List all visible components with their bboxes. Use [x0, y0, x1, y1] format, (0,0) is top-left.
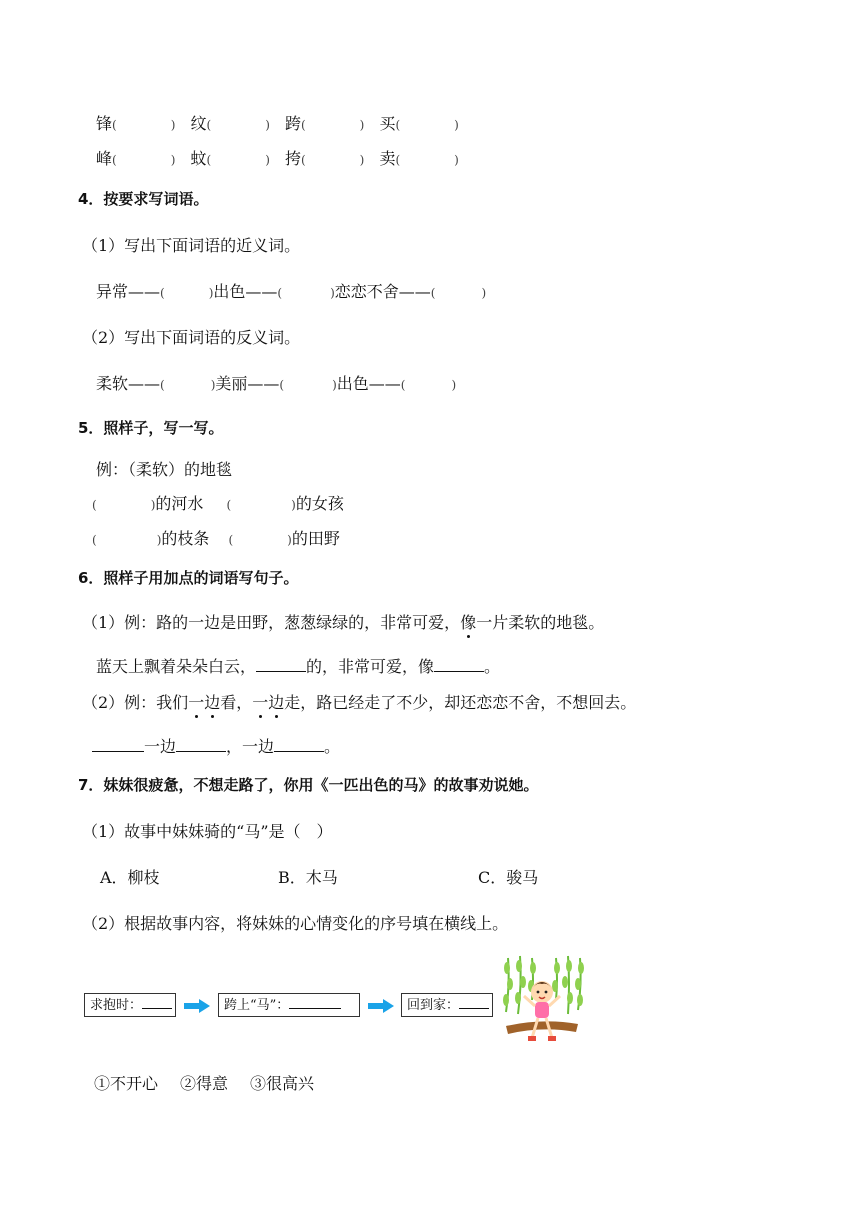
- answer-blank[interactable]: [289, 997, 341, 1009]
- word: 恋恋不舍——: [334, 282, 431, 301]
- open-paren: (: [92, 498, 97, 512]
- open-paren: (: [160, 378, 165, 392]
- answer-blank[interactable]: [459, 997, 489, 1009]
- q5-item: 的女孩: [295, 494, 344, 513]
- word: 出色——: [213, 282, 278, 301]
- close-paren: ): [265, 153, 270, 167]
- q4-antonym-row: [96, 371, 456, 394]
- dotted-char: 边: [268, 693, 285, 712]
- close-paren: ): [330, 286, 335, 300]
- answer-blank[interactable]: [92, 737, 144, 752]
- dotted-char: 一: [188, 693, 205, 712]
- text: 。: [324, 737, 341, 756]
- flow-label: 回到家：: [407, 998, 460, 1013]
- arrow-right-icon: [184, 999, 210, 1013]
- open-paren: (: [206, 118, 212, 132]
- q3-char: 峰: [96, 149, 113, 168]
- close-paren: ): [451, 378, 457, 392]
- dotted-char: 一: [252, 693, 269, 712]
- choice: ①不开心: [94, 1074, 159, 1093]
- text: 一边: [144, 737, 177, 756]
- text: （1）例：路的一边是田野，葱葱绿绿的，非常可爱，: [82, 613, 461, 632]
- q4-sub1: （1）写出下面词语的近义词。: [82, 236, 301, 255]
- open-paren: (: [430, 286, 436, 300]
- q6-example-2: [82, 690, 636, 713]
- q3-row-1: [96, 111, 459, 134]
- q4-synonym-row: [96, 279, 486, 302]
- q5-example: 例：（柔软）的地毯: [96, 460, 233, 479]
- open-paren: (: [226, 498, 232, 512]
- q7-option-a[interactable]: A．柳枝: [100, 868, 160, 887]
- q7-choices: [94, 1071, 314, 1094]
- answer-blank[interactable]: [176, 737, 226, 752]
- answer-blank[interactable]: [434, 657, 484, 672]
- word: 柔软——: [96, 374, 161, 393]
- q7-option-b[interactable]: B．木马: [278, 868, 338, 887]
- close-paren: ): [454, 153, 459, 167]
- q6-fill-1: [96, 654, 500, 677]
- flow-box-1: [84, 993, 176, 1017]
- q5-item: 的田野: [291, 529, 340, 548]
- dotted-char: 像: [460, 613, 477, 632]
- answer-blank[interactable]: [274, 737, 324, 752]
- q3-char: 纹: [190, 114, 207, 133]
- answer-blank[interactable]: [142, 997, 172, 1009]
- open-paren: (: [300, 118, 306, 132]
- word: 异常——: [96, 282, 161, 301]
- q7-title: 7．妹妹很疲惫，不想走路了，你用《一匹出色的马》的故事劝说她。: [78, 776, 539, 794]
- q4-title: 4．按要求写词语。: [78, 190, 209, 208]
- close-paren: ): [359, 118, 365, 132]
- q5-item: 的枝条: [161, 529, 210, 548]
- close-paren: ): [454, 118, 459, 132]
- q7-option-c[interactable]: C．骏马: [478, 868, 539, 887]
- flow-label: 求抱时：: [90, 998, 143, 1013]
- close-paren: ): [265, 118, 270, 132]
- open-paren: (: [279, 378, 285, 392]
- flow-box-2: [218, 993, 360, 1017]
- q6-example-1: [82, 610, 604, 633]
- open-paren: (: [112, 153, 117, 167]
- open-paren: (: [92, 533, 97, 547]
- text: 一片柔软的地毯。: [476, 613, 605, 632]
- q5-item: 的河水: [155, 494, 204, 513]
- q3-char: 买: [379, 114, 396, 133]
- q5-row-1: [92, 491, 344, 514]
- close-paren: ): [208, 286, 214, 300]
- open-paren: (: [300, 153, 306, 167]
- close-paren: ): [332, 378, 337, 392]
- text: 。: [484, 657, 501, 676]
- dotted-char: 边: [204, 693, 221, 712]
- text: 看，: [220, 693, 253, 712]
- text: （2）例：我们: [82, 693, 189, 712]
- open-paren: (: [228, 533, 234, 547]
- choice: ②得意: [180, 1074, 229, 1093]
- q3-char: 卖: [379, 149, 396, 168]
- girl-on-willow-illustration: [498, 954, 588, 1050]
- open-paren: (: [206, 153, 212, 167]
- close-paren: ): [156, 533, 162, 547]
- q3-char: 蚊: [190, 149, 207, 168]
- q7-sub1: （1）故事中妹妹骑的“马”是（ ）: [82, 822, 333, 841]
- q5-title: 5．照样子，写一写。: [78, 419, 224, 437]
- close-paren: ): [359, 153, 365, 167]
- open-paren: (: [395, 153, 401, 167]
- flow-box-3: [401, 993, 493, 1017]
- text: 蓝天上飘着朵朵白云，: [96, 657, 257, 676]
- open-paren: (: [112, 118, 117, 132]
- close-paren: ): [291, 498, 296, 512]
- close-paren: ): [170, 118, 176, 132]
- q6-fill-2: [92, 734, 340, 757]
- close-paren: ): [150, 498, 156, 512]
- q3-char: 锋: [96, 114, 113, 133]
- q4-sub2: （2）写出下面词语的反义词。: [82, 328, 301, 347]
- open-paren: (: [277, 286, 283, 300]
- arrow-right-icon: [368, 999, 394, 1013]
- open-paren: (: [160, 286, 165, 300]
- open-paren: (: [400, 378, 406, 392]
- open-paren: (: [395, 118, 401, 132]
- close-paren: ): [287, 533, 292, 547]
- word: 出色——: [336, 374, 401, 393]
- close-paren: ): [481, 286, 487, 300]
- text: 走，路已经走了不少，却还恋恋不舍，不想回去。: [284, 693, 637, 712]
- close-paren: ): [170, 153, 176, 167]
- word: 美丽——: [215, 374, 280, 393]
- q3-char: 跨: [284, 114, 301, 133]
- answer-blank[interactable]: [256, 657, 306, 672]
- q3-row-2: [96, 146, 459, 169]
- text: 的，非常可爱，像: [306, 657, 435, 676]
- flow-label: 跨上“马”：: [224, 998, 290, 1013]
- choice: ③很高兴: [250, 1074, 315, 1093]
- q7-sub2: （2）根据故事内容，将妹妹的心情变化的序号填在横线上。: [82, 914, 509, 933]
- q3-char: 挎: [284, 149, 301, 168]
- q5-row-2: [92, 526, 340, 549]
- q6-title: 6．照样子用加点的词语写句子。: [78, 569, 299, 587]
- text: ，一边: [226, 737, 275, 756]
- close-paren: ): [210, 378, 216, 392]
